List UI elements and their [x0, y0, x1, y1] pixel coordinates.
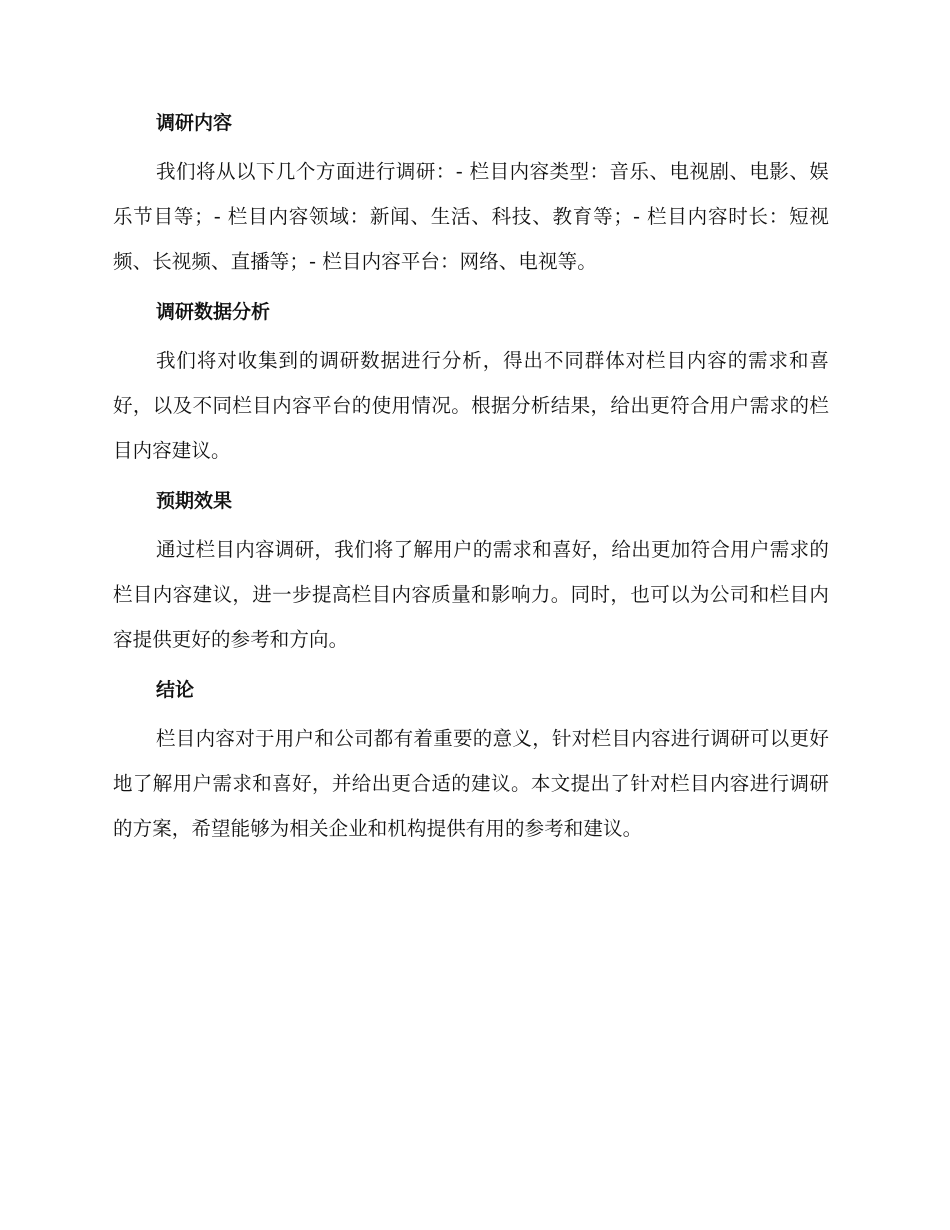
section-paragraph: 通过栏目内容调研，我们将了解用户的需求和喜好，给出更加符合用户需求的栏目内容建议，进一步提高栏目内容质量和影响力。同时，也可以为公司和栏目内容提供更好的参考和方向。	[113, 538, 829, 651]
document-body	[113, 109, 829, 865]
section-paragraph: 我们将从以下几个方面进行调研：- 栏目内容类型：音乐、电视剧、电影、娱乐节目等；- 栏目内容领域：新闻、生活、科技、教育等；- 栏目内容时长：短视频、长视频、直播等；- 栏目内容平台：网络、电视等。	[113, 160, 829, 273]
section-paragraph: 栏目内容对于用户和公司都有着重要的意义，针对栏目内容进行调研可以更好地了解用户需求和喜好，并给出更合适的建议。本文提出了针对栏目内容进行调研的方案，希望能够为相关企业和机构提供有用的参考和建议。	[113, 727, 829, 840]
section-research-content	[113, 109, 829, 284]
section-expected-effect	[113, 487, 829, 662]
section-heading: 调研数据分析	[156, 301, 271, 323]
section-heading: 调研内容	[156, 112, 233, 134]
section-data-analysis	[113, 298, 829, 473]
section-heading: 预期效果	[156, 490, 233, 512]
section-heading: 结论	[156, 679, 195, 701]
section-conclusion	[113, 676, 829, 851]
section-paragraph: 我们将对收集到的调研数据进行分析，得出不同群体对栏目内容的需求和喜好，以及不同栏目内容平台的使用情况。根据分析结果，给出更符合用户需求的栏目内容建议。	[113, 349, 829, 462]
